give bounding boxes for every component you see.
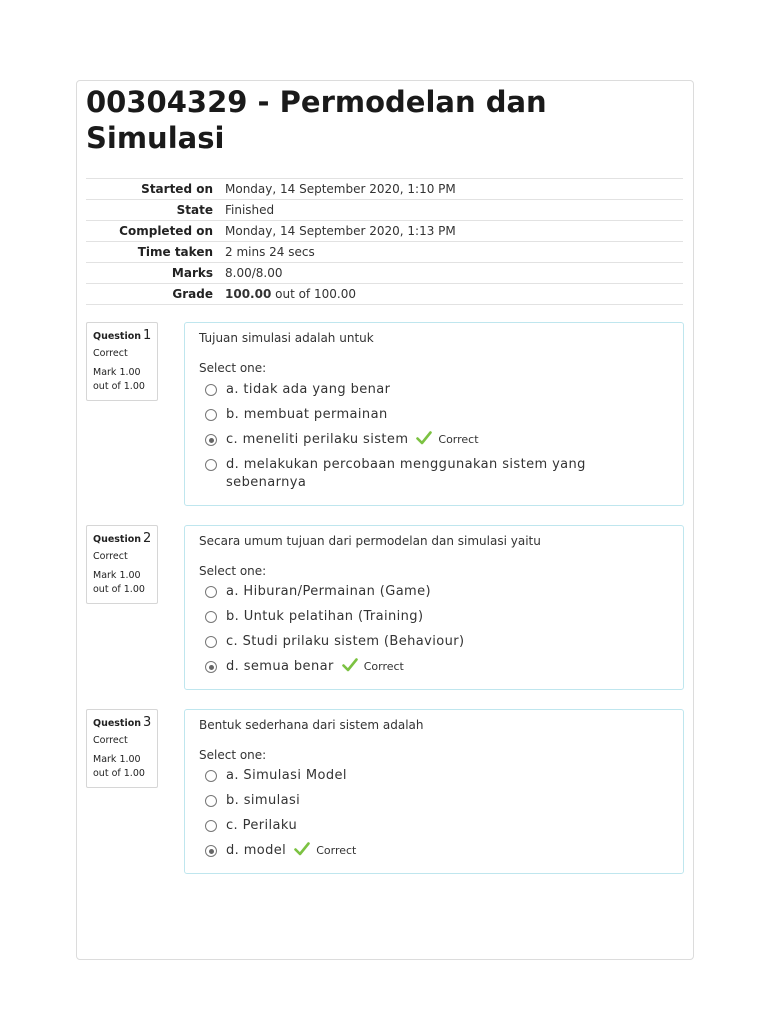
summary-label: Time taken	[137, 245, 213, 259]
radio-button[interactable]	[205, 795, 217, 807]
summary-row-state	[86, 200, 683, 221]
summary-value: 2 mins 24 secs	[225, 245, 315, 259]
question-text: Bentuk sederhana dari sistem adalah	[199, 718, 424, 732]
radio-button-checked[interactable]	[205, 661, 217, 673]
radio-button[interactable]	[205, 611, 217, 623]
option-label: d. model	[226, 843, 287, 858]
option-label: a. Simulasi Model	[226, 768, 347, 783]
radio-button[interactable]	[205, 770, 217, 782]
select-one-label: Select one:	[199, 361, 267, 375]
summary-row-time-taken	[86, 242, 683, 263]
option-label: c. Studi prilaku sistem (Behaviour)	[226, 634, 465, 649]
question-box-3	[184, 709, 684, 874]
option-label: a. Hiburan/Permainan (Game)	[226, 584, 431, 599]
summary-label: Grade	[172, 287, 213, 301]
select-one-label: Select one:	[199, 564, 267, 578]
radio-button[interactable]	[205, 820, 217, 832]
question-number: Question 1	[93, 328, 152, 343]
question-state: Correct	[93, 348, 128, 359]
grade-out-of: out of 100.00	[271, 287, 356, 301]
option-label: b. membuat permainan	[226, 407, 388, 422]
summary-row-completed	[86, 221, 683, 242]
radio-button-checked[interactable]	[205, 845, 217, 857]
question-number: Question 2	[93, 531, 152, 546]
radio-button-checked[interactable]	[205, 434, 217, 446]
option-label: b. simulasi	[226, 793, 301, 808]
check-icon	[416, 431, 432, 445]
question-state: Correct	[93, 735, 128, 746]
radio-button[interactable]	[205, 384, 217, 396]
summary-row-grade	[86, 284, 683, 305]
summary-value	[225, 284, 683, 305]
radio-button[interactable]	[205, 586, 217, 598]
question-info-1	[86, 322, 158, 401]
radio-button[interactable]	[205, 459, 217, 471]
question-info-3	[86, 709, 158, 788]
option-label: d. semua benar	[226, 659, 334, 674]
question-info-2	[86, 525, 158, 604]
summary-value: Finished	[225, 203, 275, 217]
question-number: Question 3	[93, 715, 152, 730]
select-one-label: Select one:	[199, 748, 267, 762]
option-label: b. Untuk pelatihan (Training)	[226, 609, 424, 624]
feedback-correct: Correct	[316, 844, 357, 857]
attempt-summary-table	[86, 178, 683, 305]
summary-label: Marks	[171, 266, 213, 280]
check-icon	[342, 658, 358, 672]
question-mark: Mark 1.00 out of 1.00	[93, 367, 145, 392]
question-box-1	[184, 322, 684, 506]
radio-button[interactable]	[205, 409, 217, 421]
summary-value: 8.00/8.00	[225, 266, 283, 280]
page-title: 00304329 - Permodelan dan Simulasi	[86, 85, 547, 155]
question-text: Tujuan simulasi adalah untuk	[199, 331, 374, 345]
summary-row-marks	[86, 263, 683, 284]
summary-label: Started on	[141, 182, 213, 196]
question-state: Correct	[93, 551, 128, 562]
option-label: a. tidak ada yang benar	[226, 382, 391, 397]
summary-value: Monday, 14 September 2020, 1:13 PM	[225, 224, 456, 238]
question-box-2	[184, 525, 684, 690]
option-label: d. melakukan percobaan menggunakan sistem yang sebenarnya	[226, 457, 586, 490]
option-label: c. Perilaku	[226, 818, 298, 833]
summary-value: Monday, 14 September 2020, 1:10 PM	[225, 182, 456, 196]
summary-row-started	[86, 179, 683, 200]
summary-label: State	[176, 203, 213, 217]
option-label: c. meneliti perilaku sistem	[226, 432, 409, 447]
question-mark: Mark 1.00 out of 1.00	[93, 570, 145, 595]
question-text: Secara umum tujuan dari permodelan dan simulasi yaitu	[199, 534, 541, 548]
feedback-correct: Correct	[363, 660, 404, 673]
grade-value: 100.00	[225, 287, 272, 301]
feedback-correct: Correct	[438, 433, 479, 446]
question-mark: Mark 1.00 out of 1.00	[93, 754, 145, 779]
check-icon	[294, 842, 310, 856]
radio-button[interactable]	[205, 636, 217, 648]
summary-label: Completed on	[119, 224, 213, 238]
